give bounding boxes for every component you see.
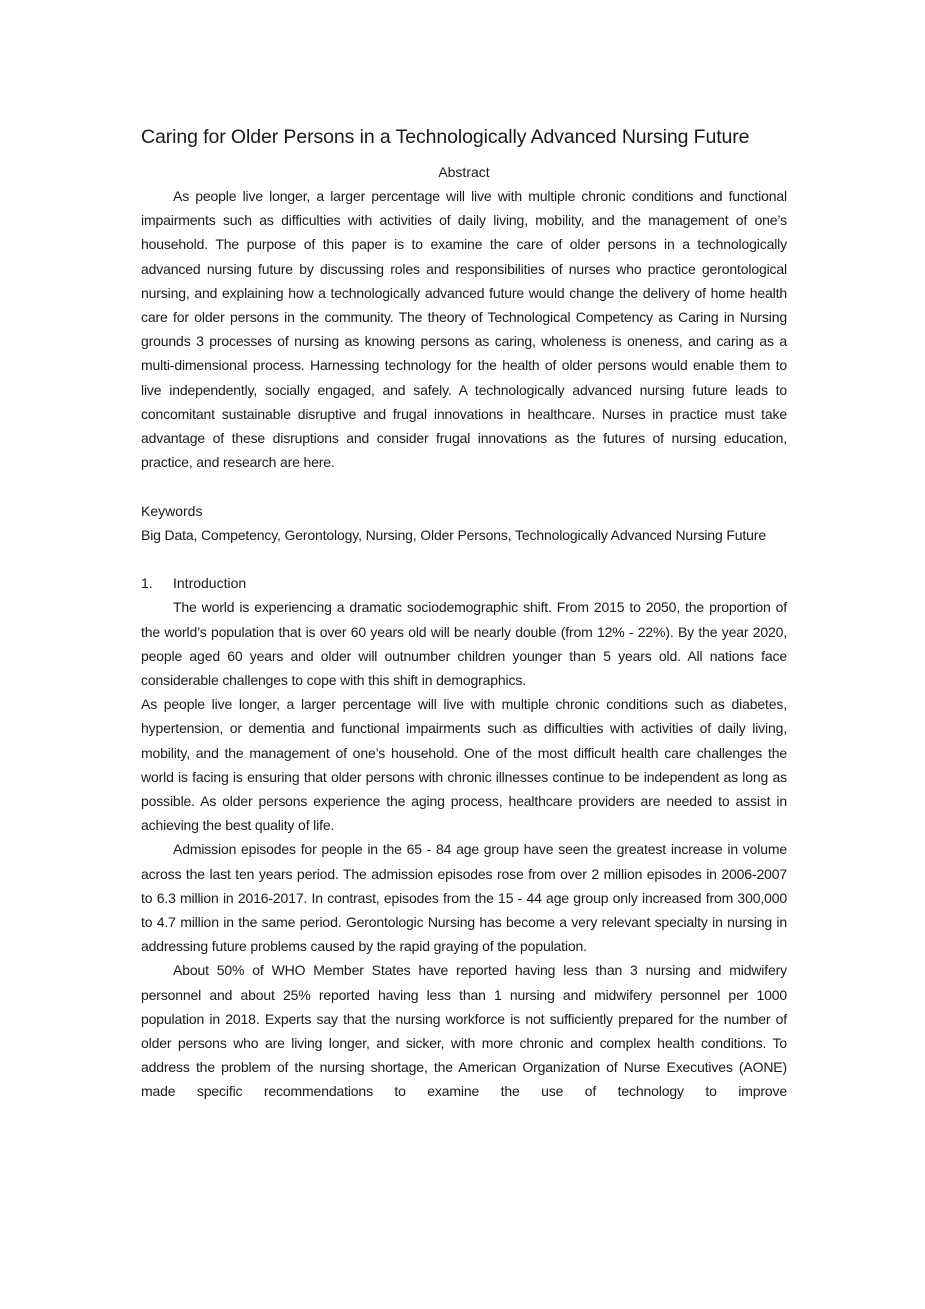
- abstract-heading: Abstract: [438, 164, 490, 180]
- keywords-heading: Keywords: [141, 502, 203, 519]
- keywords-text: Big Data, Competency, Gerontology, Nursing, Older Persons, Technologically Advanced Nursing Future: [141, 526, 766, 543]
- intro-paragraph-2: As people live longer, a larger percentage will live with multiple chronic conditions such as diabetes, hypertension, or dementia and functional impairments such as difficulties with activities of daily living, mobility, and the management of one’s household. One of the most difficult health care challenges the world is facing is ensuring that older persons with chronic illnesses continue to be independent as long as possible. As older persons experience the aging process, healthcare providers are needed to assist in achieving the best quality of life.: [141, 696, 787, 834]
- document-page: [141, 122, 787, 1104]
- section-number: 1.: [141, 575, 153, 592]
- section-heading-introduction: [141, 571, 787, 595]
- section-title: Introduction: [173, 575, 247, 592]
- spacer: [141, 547, 787, 571]
- spacer: [141, 474, 787, 498]
- abstract-text: As people live longer, a larger percentage will live with multiple chronic conditions and functional impairments such as difficulties with activities of daily living, mobility, and the management of one’s household. The purpose of this paper is to examine the care of older persons in a technologically advanced nursing future by discussing roles and responsibilities of nurses who practice gerontological nursing, and explaining how a technologically advanced future would change the delivery of home health care for older persons in the community. The theory of Technological Competency as Caring in Nursing grounds 3 processes of nursing as knowing persons as caring, wholeness is oneness, and caring as a multi-dimensional process. Harnessing technology for the health of older persons would enable them to live independently, socially engaged, and safely. A technologically advanced nursing future leads to concomitant sustainable disruptive and frugal innovations in healthcare. Nurses in practice must take advantage of these disruptions and consider frugal innovations as the futures of nursing education, practice, and research are here.: [141, 188, 787, 471]
- paper-title: Caring for Older Persons in a Technologically Advanced Nursing Future: [141, 126, 750, 148]
- intro-paragraph-3: Admission episodes for people in the 65 - 84 age group have seen the greatest increase in volume across the last ten years period. The admission episodes rose from over 2 million episodes in 2006-2007 to 6.3 million in 2016-2017. In contrast, episodes from the 15 - 44 age group only increased from 300,000 to 4.7 million in the same period. Gerontologic Nursing has become a very relevant specialty in nursing in addressing future problems caused by the rapid graying of the population.: [141, 841, 787, 955]
- intro-paragraph-1: The world is experiencing a dramatic sociodemographic shift. From 2015 to 2050, the proportion of the world’s population that is over 60 years old will be nearly double (from 12% - 22%). By the year 2020, people aged 60 years and older will outnumber children younger than 5 years old. All nations face considerable challenges to cope with this shift in demographics.: [141, 599, 787, 689]
- intro-paragraph-4: About 50% of WHO Member States have reported having less than 3 nursing and midwifery personnel and about 25% reported having less than 1 nursing and midwifery personnel per 1000 population in 2018. Experts say that the nursing workforce is not sufficiently prepared for the number of older persons who are living longer, and sicker, with more chronic and complex health conditions. To address the problem of the nursing shortage, the American Organization of Nurse Executives (AONE) made specific recommendations to examine the use of technology to improve: [141, 962, 787, 1100]
